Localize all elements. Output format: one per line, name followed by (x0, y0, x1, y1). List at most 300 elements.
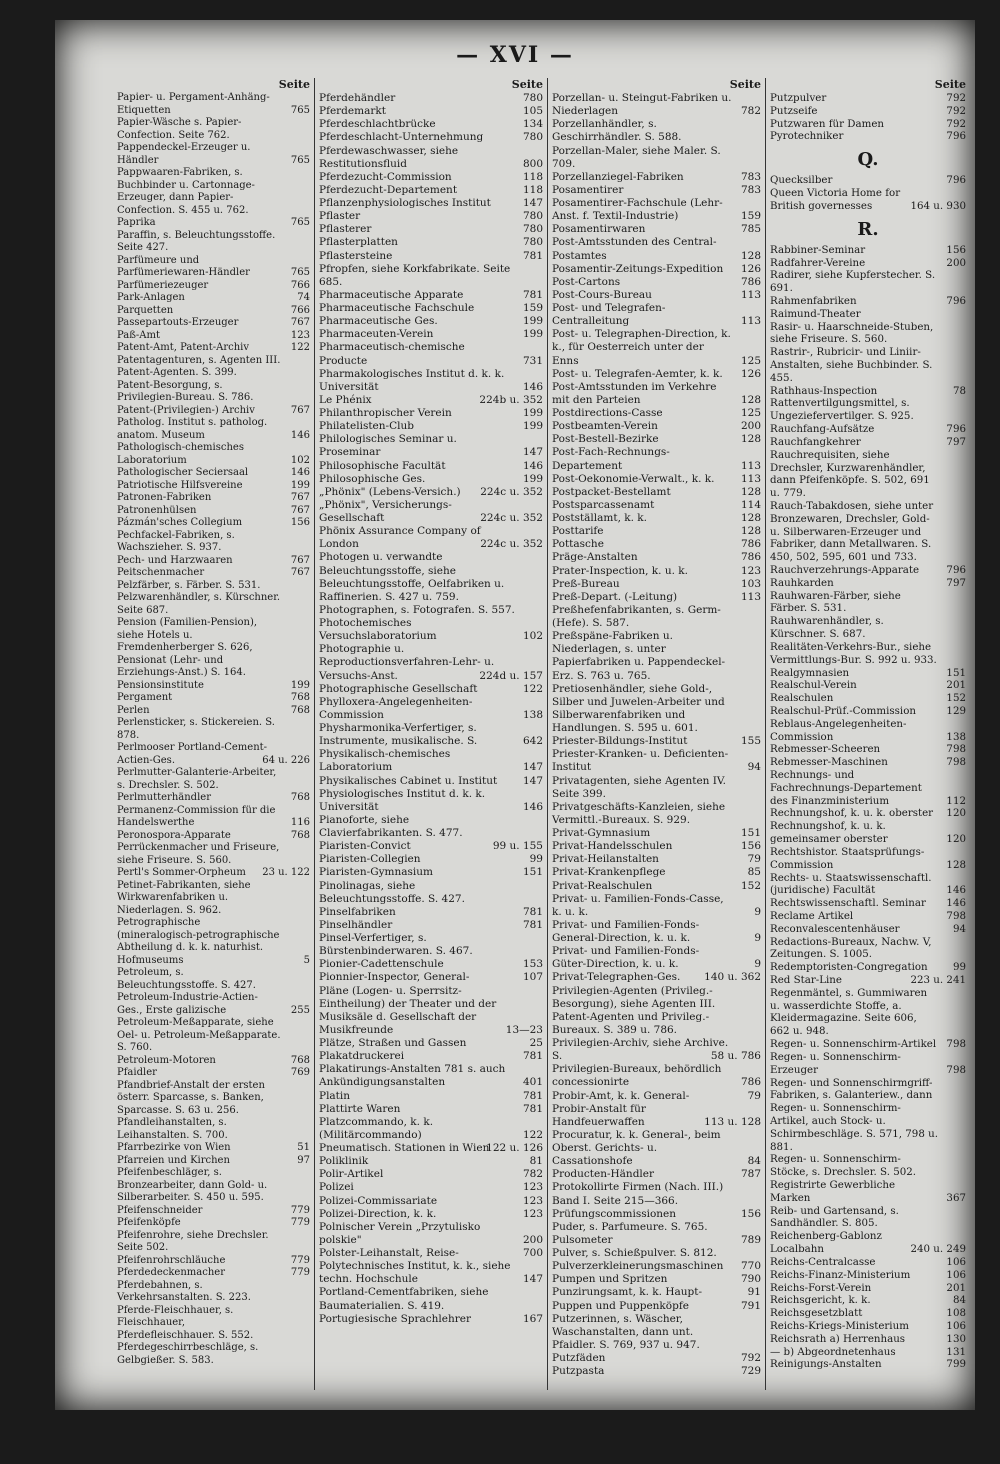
entry-text: Pferdemarkt (319, 105, 386, 118)
entry-page: 781 (522, 905, 543, 918)
entry-text: Pferdebahnen, s. Verkehrsanstalten. S. 223. (117, 1279, 251, 1303)
entry-text: Plattirte Waren (319, 1102, 401, 1115)
index-entry (552, 118, 761, 144)
index-entry (552, 1247, 761, 1260)
entry-text: Park-Anlagen (117, 292, 185, 303)
index-entry (319, 407, 543, 420)
entry-text: Philatelisten-Club (319, 420, 414, 433)
index-entry (117, 830, 310, 843)
entry-page: 79 (747, 853, 761, 866)
entry-page: 123 (290, 329, 310, 341)
index-entry (117, 442, 310, 467)
index-entry (319, 1063, 543, 1089)
entry-text: Pharmaceutisch-chemische Producte (319, 341, 465, 367)
index-entry (319, 1260, 543, 1286)
index-entry (770, 1358, 966, 1371)
entry-page: 140 u. 362 (704, 971, 761, 984)
index-entry (319, 341, 543, 367)
index-entry (117, 467, 310, 480)
entry-page: 780 (522, 131, 543, 144)
index-entry (770, 1320, 966, 1333)
entry-text: Pflastersteine (319, 249, 393, 262)
index-entry (117, 342, 310, 355)
entry-page: 798 (946, 1038, 966, 1051)
entry-text: Pottasche (552, 538, 604, 551)
entry-page: 768 (290, 1054, 310, 1066)
entry-text: Rebmesser-Maschinen (770, 756, 888, 769)
entry-page: 122 u. 126 (486, 1142, 543, 1154)
entry-text: Pharmaceutische Apparate (319, 288, 464, 301)
entry-page: 128 (740, 249, 761, 262)
index-entry (770, 1153, 966, 1179)
entry-text: Papier- u. Pergament-Anhäng-Etiquetten (117, 92, 270, 116)
index-entry (552, 1300, 761, 1313)
index-entry (319, 683, 543, 696)
entry-text: Petroleum-Motoren (117, 1054, 216, 1066)
index-entry (319, 328, 543, 341)
entry-page: 147 (522, 761, 543, 774)
index-entry (552, 1090, 761, 1103)
entry-text: Privat-Handelsschulen (552, 840, 673, 853)
entry-page: 85 (747, 866, 761, 879)
entry-text: Rauhwarenhändler, s. Kürschner. S. 687. (770, 615, 884, 641)
entry-page: 156 (290, 517, 310, 528)
entry-text: Radfahrer-Vereine (770, 256, 866, 269)
index-entry (319, 1090, 543, 1103)
entry-text: Pulverzerkleinerungsmaschinen (552, 1260, 724, 1273)
entry-text: Regen- u. Sonnenschirm-Erzeuger (770, 1050, 901, 1076)
entry-text: Plakatirungs-Anstalten 781 s. auch Ankündigungsanstalten (319, 1063, 506, 1089)
entry-text: Pechfackel-Fabriken, s. Wachszieher. S. 937. (117, 529, 235, 553)
index-entry (552, 630, 761, 683)
entry-text: Rattenvertilgungsmittel, s. Ungeziefervertilger. S. 925. (770, 397, 914, 423)
index-entry (117, 617, 310, 680)
entry-page: 767 (290, 492, 310, 503)
entry-text: Putzpasta (552, 1365, 605, 1378)
entry-text: Preß-Bureau (552, 577, 620, 590)
entry-text: Reichsgericht, k. k. (770, 1294, 871, 1307)
entry-text: Redactions-Bureaux, Nachw. V, Zeitungen. S. 1005. (770, 935, 932, 961)
entry-text: Pferdeschlacht-Unternehmung (319, 131, 484, 144)
index-entry (552, 1234, 761, 1247)
index-entry (552, 145, 761, 171)
entry-page: 199 (522, 472, 543, 485)
index-entry (319, 696, 543, 722)
entry-text: Privilegien-Archiv, siehe Archive. S. (552, 1037, 729, 1063)
entry-page: 224c u. 352 (480, 485, 543, 498)
entry-text: Regen- u. Sonnenschirm-Stöcke, s. Drechsler. S. 502. (770, 1153, 917, 1179)
entry-text: Privat- u. Familien-Fonds-Casse, k. u. k. (552, 892, 724, 918)
entry-page: 789 (740, 1233, 761, 1246)
index-entry (552, 1168, 761, 1181)
index-entry (117, 492, 310, 505)
index-entry (770, 321, 966, 347)
column-3 (547, 78, 765, 1390)
index-entry (319, 420, 543, 433)
index-entry (117, 805, 310, 830)
index-entry (319, 210, 543, 223)
index-entry (319, 932, 543, 958)
entry-page: 780 (522, 210, 543, 223)
entry-page: 781 (522, 1089, 543, 1102)
entry-page: 779 (290, 1267, 310, 1278)
column-header: Seite (934, 78, 966, 91)
entry-text: Privilegien-Bureaux, behördlich concessionirte (552, 1063, 722, 1089)
index-entry (770, 118, 966, 131)
index-entry (770, 897, 966, 910)
entry-text: Physharmonika-Verfertiger, s. Instrumente, musikalische. S. (319, 722, 478, 748)
entry-page: 147 (522, 774, 543, 787)
index-entry (552, 223, 761, 236)
entry-page: 224d u. 157 (479, 669, 543, 682)
entry-page: 128 (740, 525, 761, 538)
entry-text: Pfandbrief-Anstalt der ersten österr. Sparcasse, s. Banken, Sparcasse. S. 63 u. 256. (117, 1079, 265, 1116)
entry-text: Pianoforte, siehe Clavierfabrikanten. S. 477. (319, 813, 463, 839)
entry-page: 796 (946, 130, 966, 143)
entry-page: 126 (740, 367, 761, 380)
index-entry (117, 330, 310, 343)
entry-text: Pfeifenschneider (117, 1204, 203, 1216)
entry-text: Pinselfabriken (319, 905, 396, 918)
entry-text: Portland-Cementfabriken, siehe Baumaterialien. S. 419. (319, 1286, 489, 1312)
index-entry (552, 473, 761, 486)
index-entry (552, 1273, 761, 1286)
entry-text: Postbeamten-Verein (552, 420, 658, 433)
entry-text: Phylloxera-Angelegenheiten-Commission (319, 695, 473, 721)
entry-text: Pelzfärber, s. Färber. S. 531. (117, 579, 261, 591)
index-entry (770, 187, 966, 213)
entry-page: 765 (290, 154, 310, 166)
entry-text: Quecksilber (770, 174, 833, 187)
index-entry (552, 1181, 761, 1207)
entry-text: Reichsgesetzblatt (770, 1307, 863, 1320)
entry-page: 792 (946, 117, 966, 130)
entry-page: 146 (522, 459, 543, 472)
entry-page: 23 u. 122 (262, 867, 310, 878)
entry-page: 125 (740, 354, 761, 367)
entry-page: 99 (529, 853, 543, 866)
entry-text: Pinselhändler (319, 918, 393, 931)
entry-page: 129 (946, 704, 966, 717)
entry-page: 224c u. 352 (480, 512, 543, 524)
index-entry (770, 1051, 966, 1077)
entry-text: Platzcommando, k. k. (Militärcommando) (319, 1115, 434, 1141)
entry-text: Pertl's Sommer-Orpheum (117, 867, 246, 878)
entry-text: Philologisches Seminar u. Proseminar (319, 433, 457, 459)
entry-page: 105 (522, 105, 543, 118)
entry-text: Paß-Amt (117, 329, 161, 341)
index-columns (113, 78, 970, 1390)
index-entry (552, 827, 761, 840)
index-entry (552, 92, 761, 118)
index-entry (770, 1294, 966, 1307)
entry-text: „Phönix" (Lebens-Versich.) (319, 485, 461, 498)
entry-page: 799 (946, 1358, 966, 1371)
entry-page: 13—23 (505, 1023, 543, 1036)
entry-text: Pferdewaschwasser, siehe Restitutionsfluid (319, 144, 459, 170)
entry-page: 167 (522, 1312, 543, 1325)
index-entry (319, 853, 543, 866)
entry-text: Preßhefenfabrikanten, s. Germ- (Hefe). S. 587. (552, 603, 721, 629)
entry-page: 122 (522, 682, 543, 695)
entry-page: 240 u. 249 (910, 1243, 966, 1256)
entry-text: Rahmenfabriken (770, 294, 857, 307)
page-number: — XVI — (456, 42, 574, 68)
index-entry (117, 967, 310, 992)
entry-text: Pulsometer (552, 1233, 613, 1246)
index-entry (770, 130, 966, 143)
entry-page: 200 (740, 420, 761, 433)
entry-text: Paraffin, s. Beleuchtungsstoffe. Seite 427. (117, 229, 276, 253)
index-entry (117, 592, 310, 617)
index-entry (117, 505, 310, 518)
entry-text: Portugiesische Sprachlehrer (319, 1312, 472, 1325)
index-entry (770, 244, 966, 257)
entry-text: Prüfungscommissionen (552, 1207, 677, 1220)
index-entry (117, 1017, 310, 1055)
index-entry (770, 308, 966, 321)
entry-text: — b) Abgeordnetenhaus (770, 1345, 896, 1358)
entry-text: Privat-Telegraphen-Ges. (552, 971, 681, 984)
index-entry (319, 1103, 543, 1116)
entry-text: Rauch-Tabakdosen, siehe unter Bronzewaren, Drechsler, Gold- u. Silberwaren-Erzeuger und Fabriker, dann Metallwaren. S. 450, 502, 595, 601 und 733. (770, 499, 934, 564)
entry-text: Rebmesser-Scheeren (770, 743, 881, 756)
entry-text: Porzellan-Maler, siehe Maler. S. 709. (552, 144, 721, 170)
index-entry (117, 880, 310, 918)
entry-page: 123 (522, 1181, 543, 1194)
entry-page: 102 (290, 454, 310, 466)
entry-text: Reichs-Forst-Verein (770, 1281, 872, 1294)
entry-text: Post-Oekonomie-Verwalt., k. k. (552, 472, 715, 485)
entry-text: Perrückenmacher und Friseure, siehe Friseure. S. 560. (117, 842, 280, 866)
entry-text: Petinet-Fabrikanten, siehe Wirkwarenfabriken u. Niederlagen. S. 962. (117, 879, 251, 916)
entry-text: Reblaus-Angelegenheiten-Commission (770, 717, 907, 743)
entry-text: Pázmán'sches Collegium (117, 517, 243, 528)
entry-text: Piaristen-Convict (319, 840, 411, 853)
entry-text: Post-Amtsstunden des Central-Postamtes (552, 236, 717, 262)
index-entry (552, 1037, 761, 1063)
index-entry (770, 756, 966, 769)
index-entry (552, 945, 761, 971)
entry-text: Pfeifenrohre, siehe Drechsler. Seite 502. (117, 1229, 269, 1253)
entry-page: 255 (290, 1004, 310, 1016)
entry-text: Post-Fach-Rechnungs-Departement (552, 446, 670, 472)
entry-page: 796 (946, 294, 966, 307)
entry-page: 787 (740, 1168, 761, 1181)
entry-page: 25 (529, 1037, 543, 1049)
entry-text: Privatgeschäfts-Kanzleien, siehe Vermittl.-Bureaux. S. 929. (552, 800, 726, 826)
entry-page: 798 (946, 743, 966, 756)
entry-text: Privat-Heilanstalten (552, 853, 659, 866)
index-entry (319, 906, 543, 919)
index-entry (770, 564, 966, 577)
entry-text: Postdirections-Casse (552, 407, 663, 419)
index-entry (117, 292, 310, 305)
entry-page: 147 (522, 446, 543, 459)
entry-page: 786 (740, 538, 761, 551)
entry-page: 768 (290, 792, 310, 803)
entry-text: Physikalisches Cabinet u. Institut (319, 774, 498, 787)
entry-text: Posamentir-Zeitungs-Expedition (552, 262, 724, 275)
section-letter-q: Q. (857, 149, 879, 171)
entry-text: Reib- und Gartensand, s. Sandhändler. S. 805. (770, 1204, 899, 1230)
column-header: Seite (511, 78, 543, 91)
index-entry (319, 486, 543, 499)
index-entry (319, 499, 543, 525)
entry-text: Physikalisch-chemisches Laboratorium (319, 748, 451, 774)
index-entry (552, 1129, 761, 1168)
entry-text: Pionnier-Inspector, General- (319, 971, 470, 984)
index-entry (319, 105, 543, 118)
entry-text: Parquetten (117, 304, 174, 316)
entry-text: Pech- und Harzwaaren (117, 554, 233, 566)
index-entry (552, 184, 761, 197)
entry-text: Petrographische (mineralogisch-petrographische Abtheilung d. k. k. naturhist. Hofmuseums (117, 917, 280, 966)
entry-text: Pulver, s. Schießpulver. S. 812. (552, 1247, 717, 1259)
index-entry (319, 788, 543, 814)
entry-page: 700 (522, 1247, 543, 1259)
index-entry (552, 775, 761, 801)
entry-text: Post- u. Telegrafen-Aemter, k. k. (552, 367, 723, 380)
entry-page: 224c u. 352 (480, 538, 543, 551)
index-entry (770, 910, 966, 923)
entry-page: 146 (290, 429, 310, 441)
index-entry (770, 590, 966, 616)
entry-page: 781 (522, 288, 543, 301)
index-entry (770, 346, 966, 384)
entry-page: 797 (946, 576, 966, 589)
entry-page: 106 (946, 1268, 966, 1281)
entry-text: Red Star-Line (770, 974, 842, 986)
index-entry (319, 1208, 543, 1221)
index-entry (117, 1267, 310, 1280)
index-entry (770, 641, 966, 667)
entry-page: 113 (740, 315, 761, 328)
entry-page: 767 (290, 554, 310, 566)
entry-page: 767 (290, 567, 310, 578)
index-entry (552, 748, 761, 774)
entry-page: 729 (740, 1365, 761, 1378)
index-entry (770, 769, 966, 807)
entry-text: Perlmutter-Galanterie-Arbeiter, s. Drechsler. S. 502. (117, 767, 277, 791)
index-entry (319, 92, 543, 105)
entry-text: Registrirte Gewerbliche Marken (770, 1179, 896, 1204)
entry-page: 642 (522, 735, 543, 748)
index-entry (319, 1195, 543, 1208)
entry-page: 113 (740, 459, 761, 472)
entry-text: Reichs-Centralcasse (770, 1255, 876, 1268)
entry-page: 792 (946, 104, 966, 117)
index-entry (117, 1305, 310, 1343)
entry-text: Reclame Artikel (770, 909, 854, 922)
entry-text: Postpacket-Bestellamt (552, 485, 671, 498)
entry-page: 781 (522, 918, 543, 931)
section-letter-r: R. (857, 218, 879, 240)
entry-text: Rechts- u. Staatswissenschaftl. (juridische) Facultät (770, 871, 932, 897)
index-entry (319, 394, 543, 407)
entry-page: 97 (297, 1154, 310, 1166)
column-header: Seite (278, 78, 310, 91)
index-entry (117, 555, 310, 568)
entry-page: 781 (522, 1050, 543, 1063)
entry-page: 779 (290, 1254, 310, 1266)
index-entry (770, 1179, 966, 1205)
entry-page: 785 (740, 223, 761, 236)
entry-text: Perlmooser Portland-Cement-Actien-Ges. (117, 742, 268, 766)
entry-page: 792 (946, 92, 966, 104)
entry-text: Patholog. Institut s. patholog. anatom. Museum (117, 417, 268, 441)
index-entry (319, 1181, 543, 1194)
entry-text: Reichs-Kriegs-Ministerium (770, 1319, 909, 1332)
entry-text: Pneumatisch. Stationen in Wien (319, 1142, 490, 1154)
entry-page: 224b u. 352 (479, 393, 543, 406)
entry-page: 783 (740, 170, 761, 183)
entry-text: Pharmaceutische Ges. (319, 315, 438, 328)
entry-page: 128 (740, 512, 761, 524)
entry-page: 792 (740, 1352, 761, 1364)
entry-page: 199 (290, 679, 310, 691)
index-entry (770, 423, 966, 436)
index-entry (117, 705, 310, 718)
entry-text: Puder, s. Parfumeure. S. 765. (552, 1220, 708, 1233)
entry-text: Rechtswissenschaftl. Seminar (770, 897, 926, 910)
index-entry (770, 92, 966, 105)
index-entry (319, 433, 543, 459)
entry-text: Putzwaren für Damen (770, 117, 884, 130)
entry-page: 123 (740, 564, 761, 577)
entry-page: 126 (740, 262, 761, 275)
index-entry (319, 722, 543, 748)
index-entry (552, 1365, 761, 1378)
entry-text: Papier-Wäsche s. Papier-Confection. Seite 762. (117, 117, 242, 141)
entry-text: Pferdezucht-Departement (319, 183, 458, 196)
entry-text: Pferdegeschirrbeschläge, s. Gelbgießer. S. 583. (117, 1342, 259, 1366)
index-entry (552, 499, 761, 512)
entry-text: Phönix Assurance Company of London (319, 525, 481, 551)
entry-text: Rauchfang-Aufsätze (770, 423, 875, 436)
entry-page: 786 (740, 275, 761, 288)
entry-text: Poliklinik (319, 1155, 369, 1168)
index-entry (319, 617, 543, 643)
entry-text: Post-Amtsstunden im Verkehre mit den Parteien (552, 380, 717, 406)
entry-text: Patentagenturen, s. Agenten III. Patent-Agenten. S. 399. (117, 354, 281, 378)
index-entry (117, 580, 310, 593)
entry-page: 200 (522, 1233, 543, 1246)
entry-page: 199 (522, 328, 543, 341)
index-entry (770, 820, 966, 846)
entry-page: 767 (290, 504, 310, 516)
entry-text: Pumpen und Spritzen (552, 1273, 668, 1286)
entry-text: Polster-Leihanstalt, Reise- (319, 1247, 459, 1259)
index-entry (117, 842, 310, 867)
index-entry (770, 385, 966, 398)
entry-text: Pflaster (319, 210, 361, 223)
index-entry (552, 263, 761, 276)
entry-text: Posamentirwaren (552, 223, 646, 236)
entry-page: 146 (946, 884, 966, 897)
entry-page: 779 (290, 1204, 310, 1216)
index-entry (117, 692, 310, 705)
index-entry (117, 717, 310, 742)
entry-text: Rauhkarden (770, 576, 834, 589)
index-entry (117, 1142, 310, 1155)
entry-text: Patriotische Hilfsvereine (117, 479, 243, 491)
entry-text: Pfarreien und Kirchen (117, 1154, 230, 1166)
index-entry (552, 171, 761, 184)
index-entry (552, 1286, 761, 1299)
index-entry (552, 1103, 761, 1129)
index-entry (117, 317, 310, 330)
